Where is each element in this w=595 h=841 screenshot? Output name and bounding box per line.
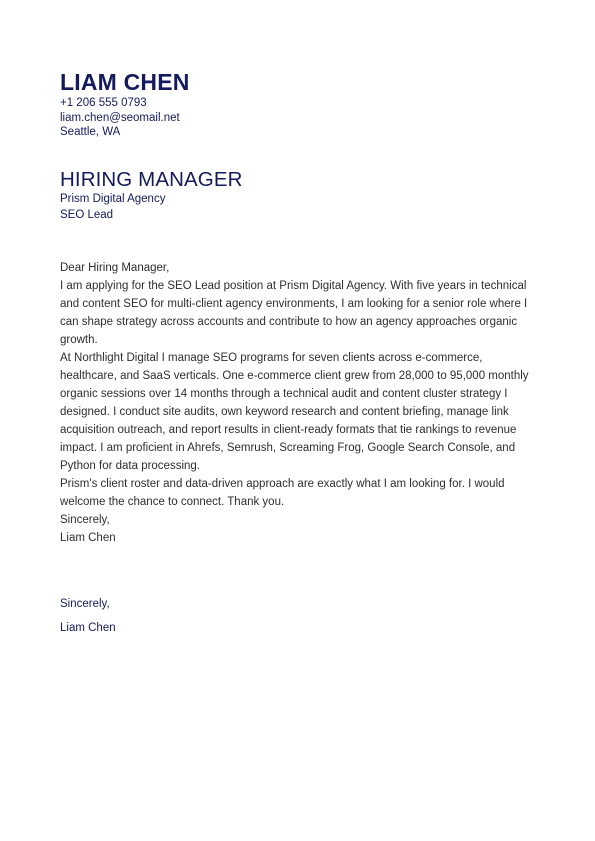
recipient-title: HIRING MANAGER — [60, 168, 243, 191]
recipient-company: Prism Digital Agency — [60, 193, 166, 205]
sender-header — [60, 69, 540, 140]
sender-location: Seattle, WA — [60, 126, 121, 138]
signature-name: Liam Chen — [60, 622, 116, 634]
letter-signer-name: Liam Chen — [60, 532, 116, 544]
sender-name: LIAM CHEN — [60, 69, 190, 95]
recipient-block — [60, 168, 540, 223]
letter-paragraph: Prism's client roster and data-driven approach are exactly what I am looking for. I would welcome the chance to connect. Thank you. — [60, 478, 505, 508]
recipient-position: SEO Lead — [60, 208, 114, 221]
signature-closing: Sincerely, — [60, 598, 110, 610]
sender-email: liam.chen@seomail.net — [60, 111, 180, 124]
sender-phone: +1 206 555 0793 — [60, 97, 147, 109]
letter-closing: Sincerely, — [60, 514, 110, 526]
letter-salutation: Dear Hiring Manager, — [60, 262, 170, 274]
letter-paragraph: I am applying for the SEO Lead position at Prism Digital Agency. With five years in technical and content SEO for multi-client agency environments, I am looking for a senior role where I can shape strategy across accounts and contribute to how an agency approaches organic growth. — [60, 280, 528, 346]
letter-paragraph: At Northlight Digital I manage SEO programs for seven clients across e-commerce, healthcare, and SaaS verticals. One e-commerce client grew from 28,000 to 95,000 monthly organic sessions over 14 months through a technical audit and content cluster strategy I designed. I conduct site audits, own keyword research and content briefing, manage link acquisition outreach, and report results in client-ready formats that tie rankings to revenue impact. I am proficient in Ahrefs, Semrush, Screaming Frog, Google Search Console, and Python for data processing. — [60, 352, 529, 472]
letter-body — [60, 259, 542, 547]
signature-block — [60, 596, 360, 636]
